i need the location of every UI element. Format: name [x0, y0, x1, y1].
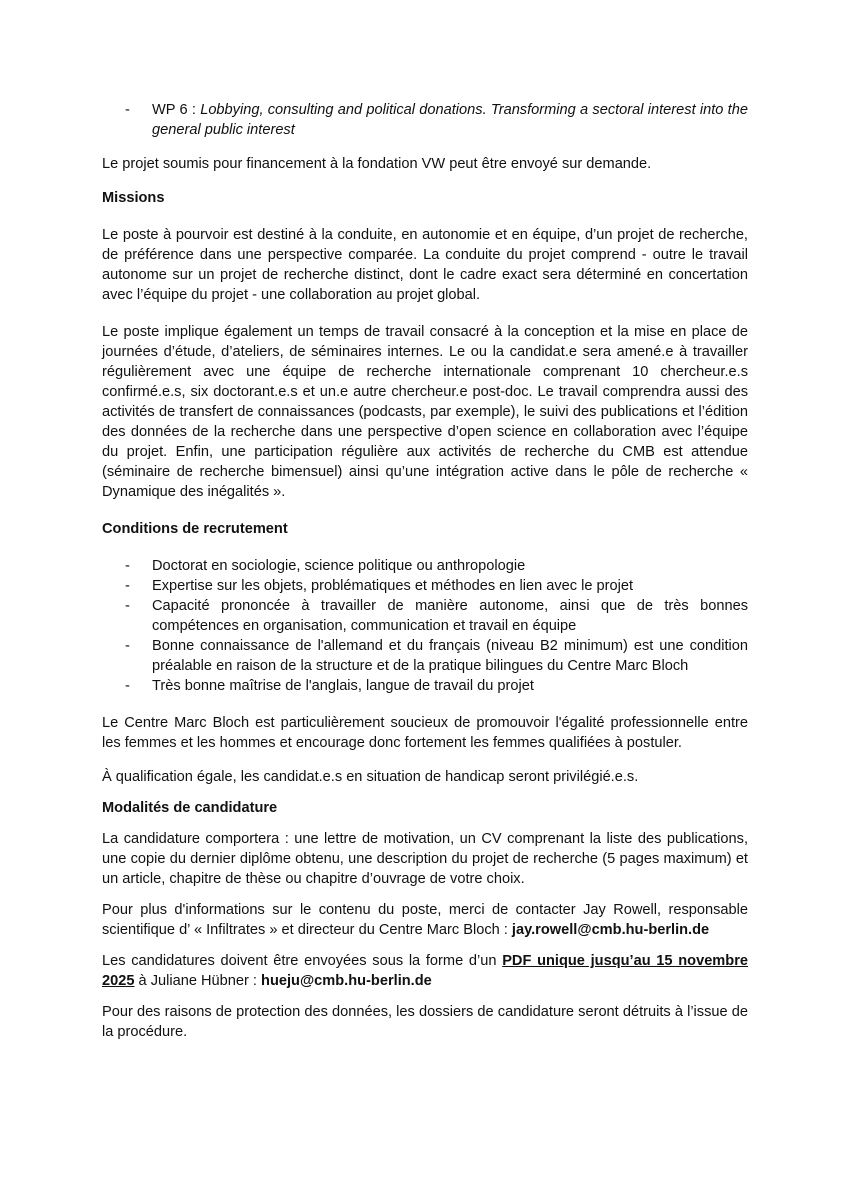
list-dash: -: [125, 638, 130, 654]
list-dash: -: [125, 578, 130, 594]
condition-text: Bonne connaissance de l'allemand et du français (niveau B2 minimum) est une condition préalable en raison de la structure et de la pratique bilingues du Centre Marc Bloch: [152, 638, 748, 674]
missions-paragraph-1: Le poste à pourvoir est destiné à la conduite, en autonomie et en équipe, d’un projet de recherche, de préférence dans une perspective comparée. La conduite du projet comprend - outre le travail autonome sur un projet de recherche distinct, dont le cadre exact sera déterminé en concertation avec l’équipe du projet - une collaboration au projet global.: [102, 227, 748, 303]
list-item: [102, 596, 748, 636]
wp-label: WP 6 :: [152, 102, 201, 118]
missions-heading: Missions: [102, 190, 165, 206]
condition-text: Expertise sur les objets, problématiques et méthodes en lien avec le projet: [152, 578, 634, 594]
list-dash: -: [125, 598, 130, 614]
condition-text: Très bonne maîtrise de l'anglais, langue de travail du projet: [152, 678, 534, 694]
list-item: [102, 576, 748, 596]
submission-email-link[interactable]: hueju@cmb.hu-berlin.de: [261, 973, 432, 989]
list-dash: -: [125, 678, 130, 694]
list-item: [102, 636, 748, 676]
document-body: [102, 100, 748, 1042]
list-item: [102, 556, 748, 576]
contact-text: Pour plus d'informations sur le contenu du poste, merci de contacter Jay Rowell, responsable scientifique d’ « Infiltrates » et directeur du Centre Marc Bloch :: [102, 902, 748, 938]
condition-text: Doctorat en sociologie, science politique ou anthropologie: [152, 558, 526, 574]
condition-text: Capacité prononcée à travailler de manière autonome, ainsi que de très bonnes compétences en organisation, communication et travail en équipe: [152, 598, 748, 634]
work-package-list: [102, 100, 748, 140]
submission-paragraph: [102, 951, 748, 991]
modalites-heading: Modalités de candidature: [102, 800, 278, 816]
privacy-paragraph: Pour des raisons de protection des données, les dossiers de candidature seront détruits à l’issue de la procédure.: [102, 1004, 748, 1040]
application-contents-paragraph: La candidature comportera : une lettre de motivation, un CV comprenant la liste des publications, une copie du dernier diplôme obtenu, une description du projet de recherche (5 pages maximum) et un article, chapitre de thèse ou chapitre d’ouvrage de votre choix.: [102, 831, 748, 887]
list-dash: -: [125, 102, 130, 118]
equality-paragraph: Le Centre Marc Bloch est particulièrement soucieux de promouvoir l'égalité professionnelle entre les femmes et les hommes et encourage donc fortement les femmes qualifiées à postuler.: [102, 715, 748, 751]
contact-paragraph: [102, 900, 748, 940]
submission-recipient-text: à Juliane Hübner :: [134, 973, 262, 989]
contact-email-link[interactable]: jay.rowell@cmb.hu-berlin.de: [511, 922, 710, 938]
work-package-item: [102, 100, 748, 140]
handicap-paragraph: À qualification égale, les candidat.e.s en situation de handicap seront privilégié.e.s.: [102, 769, 639, 785]
conditions-list: [102, 556, 748, 696]
conditions-heading: Conditions de recrutement: [102, 521, 288, 537]
list-dash: -: [125, 558, 130, 574]
list-item: [102, 676, 748, 696]
missions-paragraph-2: Le poste implique également un temps de travail consacré à la conception et la mise en place de journées d’étude, d’ateliers, de séminaires internes. Le ou la candidat.e sera amené.e à travailler régulièrement avec une équipe de recherche internationale comprenant 10 chercheur.e.s confirmé.e.s, six doctorant.e.s et un.e autre chercheur.e post-doc. Le travail comprendra aussi des activités de transfert de connaissances (podcasts, par exemple), le suivi des publications et l’édition des données de la recherche dans une perspective d’open science en collaboration avec l’équipe du projet. Enfin, une participation régulière aux activités de recherche du CMB est attendue (séminaire de recherche bimensuel) ainsi qu’une intégration active dans le pôle de recherche « Dynamique des inégalités ».: [102, 324, 748, 500]
wp-title: Lobbying, consulting and political donations. Transforming a sectoral interest into the general public interest: [152, 102, 748, 138]
project-availability-note: Le projet soumis pour financement à la fondation VW peut être envoyé sur demande.: [102, 156, 652, 172]
submission-text: Les candidatures doivent être envoyées sous la forme d’un: [102, 953, 503, 969]
submission-deadline: PDF unique jusqu’au 15 novembre 2025: [102, 953, 748, 989]
